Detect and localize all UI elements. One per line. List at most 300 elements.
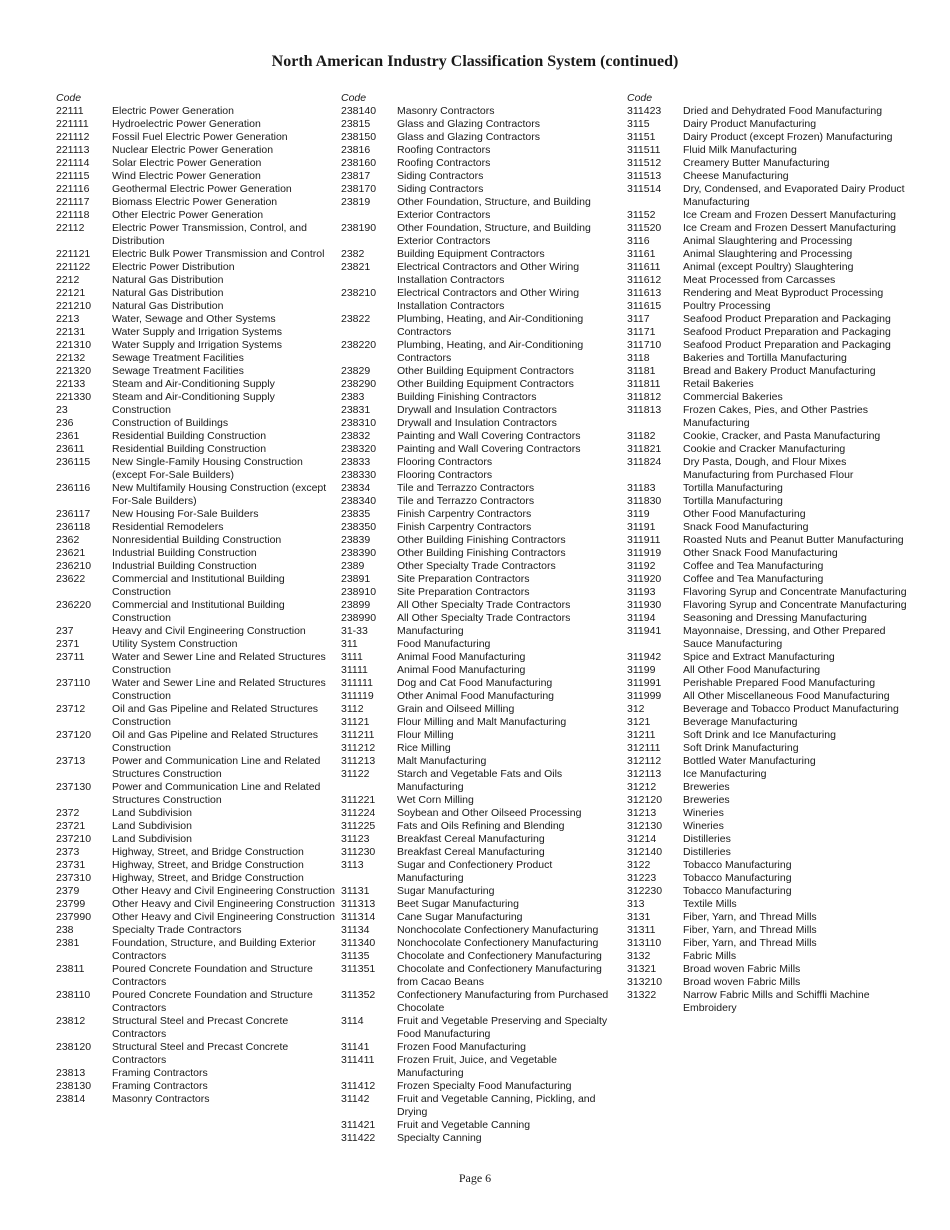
industry-description: Framing Contractors: [112, 1067, 208, 1079]
naics-code: 236220: [56, 599, 92, 611]
naics-code: 31-33: [341, 625, 368, 637]
naics-code: 311824: [627, 456, 662, 468]
naics-code: 3115: [627, 118, 650, 130]
industry-description: Creamery Butter Manufacturing: [683, 157, 830, 169]
industry-description: Grain and Oilseed Milling: [397, 703, 515, 715]
naics-code: 311224: [341, 807, 376, 819]
industry-description: Flavoring Syrup and Concentrate Manufacturing: [683, 586, 907, 598]
naics-code: 23815: [341, 118, 371, 130]
naics-code: 311812: [627, 391, 662, 403]
industry-description: Flour Milling: [397, 729, 454, 741]
naics-entry: [627, 352, 907, 365]
industry-description: Dried and Dehydrated Food Manufacturing: [683, 105, 883, 117]
naics-code: 2361: [56, 430, 80, 442]
naics-code: 238150: [341, 131, 377, 143]
naics-entry: [341, 911, 621, 924]
naics-code: 221320: [56, 365, 92, 377]
naics-entry: [56, 534, 336, 547]
naics-entry: [627, 950, 907, 963]
industry-description: Ice Cream and Frozen Dessert Manufacturing: [683, 222, 897, 234]
naics-code: 23711: [56, 651, 85, 663]
naics-code: 236210: [56, 560, 92, 572]
naics-code: 23811: [56, 963, 85, 975]
naics-code: 31192: [627, 560, 656, 572]
naics-entry: [627, 872, 907, 885]
naics-entry: [627, 768, 907, 781]
naics-code: 311830: [627, 495, 662, 507]
naics-entry: [627, 820, 907, 833]
naics-entry: [56, 365, 336, 378]
industry-description: Construction of Buildings: [112, 417, 229, 429]
industry-description: Coffee and Tea Manufacturing: [683, 560, 824, 572]
naics-entry: [627, 430, 907, 443]
naics-entry: [56, 300, 336, 313]
industry-description: Geothermal Electric Power Generation: [112, 183, 292, 195]
naics-code: 312: [627, 703, 645, 715]
industry-description: Nonchocolate Confectionery Manufacturing: [397, 937, 599, 949]
industry-description: Residential Building Construction: [112, 430, 267, 442]
naics-code: 23834: [341, 482, 371, 494]
naics-entry: [56, 391, 336, 404]
naics-code: 313: [627, 898, 645, 910]
industry-description: Tile and Terrazzo Contractors: [397, 482, 535, 494]
naics-entry: [341, 716, 621, 729]
naics-code: 22133: [56, 378, 86, 390]
naics-entry: [627, 248, 907, 261]
naics-entry: [627, 859, 907, 872]
industry-description: Retail Bakeries: [683, 378, 754, 390]
naics-code: 311511: [627, 144, 661, 156]
naics-entry: [341, 105, 621, 118]
industry-description: Mayonnaise, Dressing, and Other Prepared Sauce Manufacturing: [683, 625, 886, 650]
naics-code: 31121: [341, 716, 370, 728]
naics-code: 311313: [341, 898, 376, 910]
naics-entry: [341, 118, 621, 131]
naics-code: 312230: [627, 885, 663, 897]
naics-entry: [627, 404, 907, 430]
naics-code: 2382: [341, 248, 365, 260]
industry-description: Snack Food Manufacturing: [683, 521, 809, 533]
industry-description: Fossil Fuel Electric Power Generation: [112, 131, 288, 143]
industry-description: Masonry Contractors: [112, 1093, 210, 1105]
industry-description: Tobacco Manufacturing: [683, 872, 792, 884]
industry-description: Water, Sewage and Other Systems: [112, 313, 276, 325]
naics-code: 312140: [627, 846, 663, 858]
naics-code: 31183: [627, 482, 656, 494]
industry-description: Utility System Construction: [112, 638, 238, 650]
naics-entry: [341, 807, 621, 820]
naics-code: 238310: [341, 417, 377, 429]
naics-entry: [341, 222, 621, 248]
naics-entry: [627, 807, 907, 820]
naics-code: 311710: [627, 339, 662, 351]
naics-entry: [627, 378, 907, 391]
naics-code: 23713: [56, 755, 86, 767]
naics-code: 2379: [56, 885, 80, 897]
industry-description: Animal Food Manufacturing: [397, 651, 526, 663]
naics-entry: [627, 326, 907, 339]
industry-description: Drywall and Insulation Contractors: [397, 404, 557, 416]
industry-description: Soybean and Other Oilseed Processing: [397, 807, 582, 819]
industry-description: Siding Contractors: [397, 170, 484, 182]
naics-code: 23611: [56, 443, 85, 455]
industry-description: Breweries: [683, 794, 730, 806]
industry-description: Nuclear Electric Power Generation: [112, 144, 274, 156]
naics-entry: [627, 456, 907, 482]
naics-code: 31111: [341, 664, 368, 676]
industry-description: Electric Bulk Power Transmission and Control: [112, 248, 325, 260]
naics-code: 312111: [627, 742, 661, 754]
naics-code: 31135: [341, 950, 370, 962]
naics-entry: [56, 222, 336, 248]
naics-code: 311999: [627, 690, 662, 702]
industry-description: Poured Concrete Foundation and Structure Contractors: [112, 963, 313, 988]
naics-entry: [56, 196, 336, 209]
naics-entry: [56, 157, 336, 170]
naics-code: 31193: [627, 586, 656, 598]
naics-code: 221113: [56, 144, 90, 156]
naics-entry: [341, 833, 621, 846]
naics-entry: [56, 599, 336, 625]
naics-column-2: [341, 92, 621, 1145]
naics-code: 2362: [56, 534, 80, 546]
industry-description: Oil and Gas Pipeline and Related Structures Construction: [112, 729, 319, 754]
naics-entry: [341, 937, 621, 950]
naics-code: 3111: [341, 651, 363, 663]
industry-description: Structural Steel and Precast Concrete Contractors: [112, 1041, 289, 1066]
naics-code: 311421: [341, 1119, 376, 1131]
industry-description: Perishable Prepared Food Manufacturing: [683, 677, 876, 689]
naics-entry: [341, 456, 621, 469]
industry-description: New Single-Family Housing Construction (except For-Sale Builders): [112, 456, 303, 481]
naics-code: 2372: [56, 807, 80, 819]
naics-code: 221210: [56, 300, 92, 312]
naics-code: 31194: [627, 612, 656, 624]
industry-description: Electric Power Generation: [112, 105, 234, 117]
industry-description: Seasoning and Dressing Manufacturing: [683, 612, 867, 624]
naics-entry: [56, 456, 336, 482]
naics-code: 311411: [341, 1054, 375, 1066]
naics-code: 2383: [341, 391, 365, 403]
naics-code: 311821: [627, 443, 662, 455]
naics-entry: [341, 521, 621, 534]
industry-description: Dry, Condensed, and Evaporated Dairy Product Manufacturing: [683, 183, 905, 208]
naics-entry: [341, 1041, 621, 1054]
industry-description: Fruit and Vegetable Canning: [397, 1119, 531, 1131]
naics-entry: [56, 638, 336, 651]
naics-code: 311941: [627, 625, 662, 637]
industry-description: Wineries: [683, 807, 724, 819]
naics-code: 23712: [56, 703, 86, 715]
naics-entry: [341, 339, 621, 365]
naics-entry: [627, 391, 907, 404]
naics-entry: [56, 248, 336, 261]
naics-entry: [341, 755, 621, 768]
industry-description: Glass and Glazing Contractors: [397, 118, 540, 130]
industry-description: Manufacturing: [397, 625, 464, 637]
naics-entry: [341, 170, 621, 183]
naics-code: 31152: [627, 209, 656, 221]
naics-code: 31223: [627, 872, 657, 884]
naics-entry: [627, 937, 907, 950]
industry-description: Animal (except Poultry) Slaughtering: [683, 261, 854, 273]
industry-description: Industrial Building Construction: [112, 560, 257, 572]
naics-entry: [341, 443, 621, 456]
naics-code: 23833: [341, 456, 371, 468]
naics-code: 237120: [56, 729, 92, 741]
naics-entry: [341, 625, 621, 638]
industry-description: Seafood Product Preparation and Packaging: [683, 326, 891, 338]
naics-entry: [341, 508, 621, 521]
naics-code: 311422: [341, 1132, 376, 1144]
naics-entry: [56, 703, 336, 729]
naics-entry: [341, 794, 621, 807]
industry-description: Animal Slaughtering and Processing: [683, 248, 853, 260]
industry-description: Natural Gas Distribution: [112, 274, 224, 286]
naics-code: 238290: [341, 378, 377, 390]
naics-entry: [56, 755, 336, 781]
naics-code: 23799: [56, 898, 86, 910]
industry-description: Flour Milling and Malt Manufacturing: [397, 716, 567, 728]
industry-description: Electric Power Transmission, Control, and Distribution: [112, 222, 307, 247]
naics-code: 3122: [627, 859, 651, 871]
industry-description: Cane Sugar Manufacturing: [397, 911, 523, 923]
naics-column-3: [627, 92, 907, 1015]
naics-entry: [56, 846, 336, 859]
naics-entry: [341, 573, 621, 586]
industry-description: Finish Carpentry Contractors: [397, 521, 532, 533]
naics-entry: [627, 599, 907, 612]
industry-description: Seafood Product Preparation and Packaging: [683, 313, 891, 325]
naics-code: 312130: [627, 820, 663, 832]
naics-entry: [627, 989, 907, 1015]
naics-code: 311911: [627, 534, 661, 546]
naics-entry: [627, 313, 907, 326]
naics-entry: [341, 482, 621, 495]
industry-description: Industrial Building Construction: [112, 547, 257, 559]
industry-description: Bakeries and Tortilla Manufacturing: [683, 352, 847, 364]
naics-code: 311213: [341, 755, 376, 767]
naics-code: 2371: [56, 638, 80, 650]
naics-entry: [341, 612, 621, 625]
naics-entry: [56, 261, 336, 274]
naics-entry: [56, 144, 336, 157]
industry-description: Broad woven Fabric Mills: [683, 976, 801, 988]
industry-description: Coffee and Tea Manufacturing: [683, 573, 824, 585]
naics-entry: [56, 417, 336, 430]
naics-code: 311221: [341, 794, 376, 806]
code-list: [56, 105, 336, 1106]
naics-code: 2213: [56, 313, 80, 325]
naics-code: 22132: [56, 352, 86, 364]
naics-entry: [56, 625, 336, 638]
industry-description: Rendering and Meat Byproduct Processing: [683, 287, 884, 299]
industry-description: Natural Gas Distribution: [112, 300, 224, 312]
industry-description: Power and Communication Line and Related Structures Construction: [112, 781, 321, 806]
naics-code: 31213: [627, 807, 657, 819]
industry-description: Plumbing, Heating, and Air-Conditioning Contractors: [397, 339, 584, 364]
naics-code: 237130: [56, 781, 92, 793]
industry-description: Broad woven Fabric Mills: [683, 963, 801, 975]
industry-description: Beverage and Tobacco Product Manufacturing: [683, 703, 899, 715]
naics-entry: [627, 742, 907, 755]
naics-code: 238170: [341, 183, 377, 195]
naics-entry: [56, 430, 336, 443]
industry-description: Highway, Street, and Bridge Construction: [112, 859, 304, 871]
column-header: Code: [627, 92, 653, 104]
naics-entry: [341, 742, 621, 755]
industry-description: Other Heavy and Civil Engineering Construction: [112, 898, 335, 910]
industry-description: Framing Contractors: [112, 1080, 208, 1092]
industry-description: Fabric Mills: [683, 950, 737, 962]
naics-code: 2389: [341, 560, 365, 572]
naics-code: 31122: [341, 768, 370, 780]
naics-code: 312113: [627, 768, 662, 780]
naics-code: 237990: [56, 911, 92, 923]
page-title: North American Industry Classification System (continued): [271, 53, 679, 70]
naics-code: 23813: [56, 1067, 86, 1079]
naics-entry: [341, 963, 621, 989]
naics-entry: [56, 651, 336, 677]
industry-description: Animal Food Manufacturing: [397, 664, 526, 676]
naics-entry: [341, 248, 621, 261]
naics-entry: [341, 1132, 621, 1145]
naics-code: 311423: [627, 105, 662, 117]
naics-entry: [56, 105, 336, 118]
industry-description: All Other Miscellaneous Food Manufacturing: [683, 690, 890, 702]
naics-entry: [56, 274, 336, 287]
naics-code: 221111: [56, 118, 89, 130]
naics-entry: [341, 703, 621, 716]
naics-entry: [56, 508, 336, 521]
naics-code: 311991: [627, 677, 662, 689]
naics-entry: [627, 365, 907, 378]
naics-code: 31211: [627, 729, 656, 741]
industry-description: Breakfast Cereal Manufacturing: [397, 833, 545, 845]
industry-description: Narrow Fabric Mills and Schiffli Machine Embroidery: [683, 989, 870, 1014]
naics-code: 31171: [627, 326, 656, 338]
naics-code: 238330: [341, 469, 377, 481]
naics-code: 3118: [627, 352, 650, 364]
naics-entry: [341, 1119, 621, 1132]
industry-description: Land Subdivision: [112, 820, 192, 832]
naics-entry: [627, 586, 907, 599]
naics-code: 23829: [341, 365, 371, 377]
industry-description: Other Building Equipment Contractors: [397, 378, 574, 390]
naics-entry: [341, 547, 621, 560]
naics-code: 23721: [56, 820, 86, 832]
naics-code: 23816: [341, 144, 371, 156]
naics-entry: [56, 287, 336, 300]
naics-entry: [56, 183, 336, 196]
naics-code: 22112: [56, 222, 85, 234]
naics-code: 31161: [627, 248, 656, 260]
naics-entry: [627, 547, 907, 560]
industry-description: Animal Slaughtering and Processing: [683, 235, 853, 247]
industry-description: Site Preparation Contractors: [397, 573, 530, 585]
industry-description: Tile and Terrazzo Contractors: [397, 495, 535, 507]
naics-entry: [56, 885, 336, 898]
naics-entry: [56, 820, 336, 833]
naics-code: 238350: [341, 521, 377, 533]
naics-code: 238210: [341, 287, 377, 299]
naics-entry: [627, 157, 907, 170]
industry-description: Natural Gas Distribution: [112, 287, 224, 299]
industry-description: Confectionery Manufacturing from Purchased Chocolate: [397, 989, 609, 1014]
naics-entry: [627, 170, 907, 183]
naics-entry: [341, 404, 621, 417]
naics-code: 3121: [627, 716, 651, 728]
naics-code: 3132: [627, 950, 651, 962]
naics-entry: [56, 781, 336, 807]
naics-entry: [627, 209, 907, 222]
naics-code: 311615: [627, 300, 662, 312]
naics-code: 23822: [341, 313, 371, 325]
naics-code: 312120: [627, 794, 663, 806]
naics-code: 236116: [56, 482, 91, 494]
naics-entry: [56, 404, 336, 417]
naics-code: 3114: [341, 1015, 364, 1027]
industry-description: Fiber, Yarn, and Thread Mills: [683, 924, 817, 936]
naics-code: 311513: [627, 170, 662, 182]
industry-description: Other Foundation, Structure, and Building Exterior Contractors: [397, 222, 591, 247]
industry-description: Building Finishing Contractors: [397, 391, 537, 403]
naics-code: 22121: [56, 287, 86, 299]
naics-entry: [627, 118, 907, 131]
naics-code: 31151: [627, 131, 656, 143]
industry-description: Fiber, Yarn, and Thread Mills: [683, 937, 817, 949]
naics-entry: [341, 378, 621, 391]
naics-entry: [56, 131, 336, 144]
naics-entry: [341, 599, 621, 612]
naics-code: 236115: [56, 456, 91, 468]
industry-description: Heavy and Civil Engineering Construction: [112, 625, 306, 637]
industry-description: Distilleries: [683, 846, 731, 858]
naics-entry: [56, 339, 336, 352]
naics-entry: [56, 1041, 336, 1067]
naics-code: 23622: [56, 573, 86, 585]
naics-entry: [341, 924, 621, 937]
naics-entry: [627, 729, 907, 742]
naics-entry: [341, 417, 621, 430]
industry-description: Chocolate and Confectionery Manufacturing from Cacao Beans: [397, 963, 602, 988]
naics-entry: [627, 612, 907, 625]
naics-code: 31321: [627, 963, 657, 975]
naics-entry: [56, 378, 336, 391]
naics-entry: [341, 1054, 621, 1080]
naics-entry: [56, 924, 336, 937]
industry-description: Flavoring Syrup and Concentrate Manufacturing: [683, 599, 907, 611]
naics-entry: [341, 885, 621, 898]
naics-entry: [56, 521, 336, 534]
naics-entry: [56, 898, 336, 911]
naics-entry: [56, 729, 336, 755]
naics-code: 31181: [627, 365, 656, 377]
naics-entry: [56, 443, 336, 456]
naics-entry: [627, 339, 907, 352]
naics-code: 311520: [627, 222, 662, 234]
industry-description: Hydroelectric Power Generation: [112, 118, 261, 130]
industry-description: Construction: [112, 404, 171, 416]
industry-description: Cookie, Cracker, and Pasta Manufacturing: [683, 430, 881, 442]
naics-entry: [627, 794, 907, 807]
naics-entry: [627, 144, 907, 157]
naics-entry: [56, 989, 336, 1015]
naics-entry: [341, 157, 621, 170]
industry-description: Textile Mills: [683, 898, 737, 910]
naics-code: 311613: [627, 287, 662, 299]
naics-code: 311111: [341, 677, 373, 689]
